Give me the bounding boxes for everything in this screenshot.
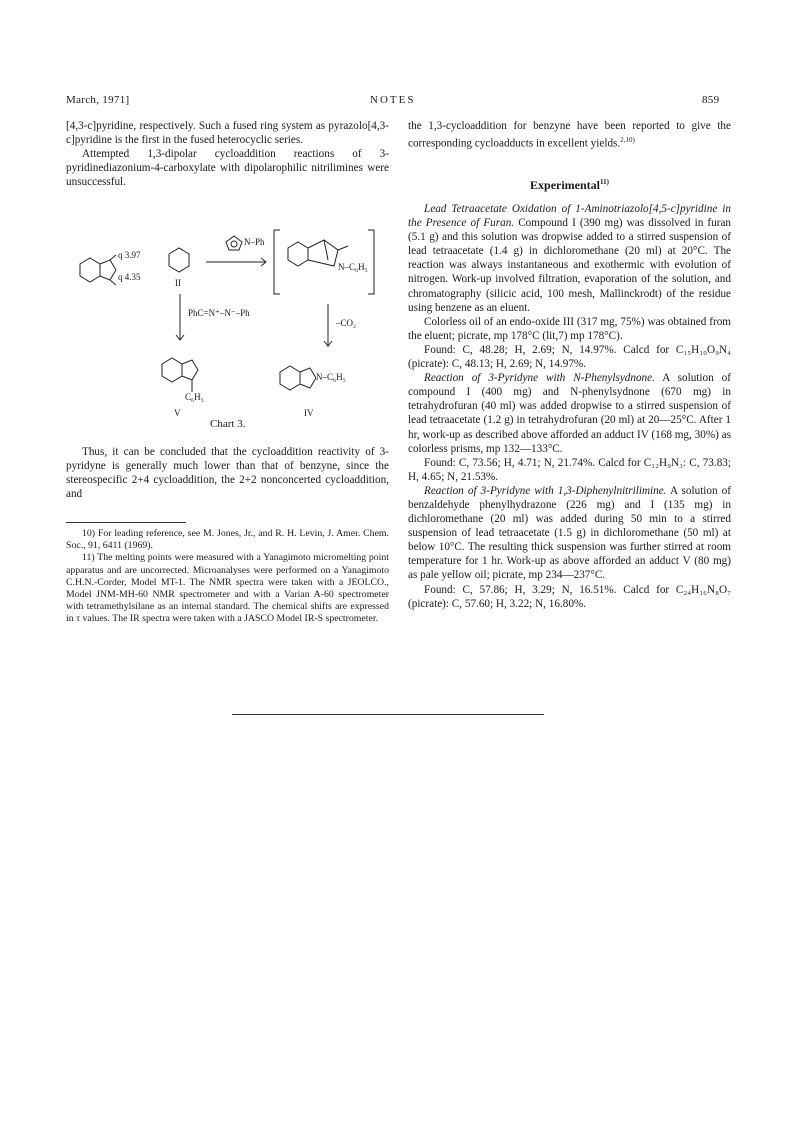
experimental-1 — [408, 202, 731, 315]
experimental-6-heading: Reaction of 3-Pyridyne with 1,3-Diphenylnitrilimine. — [424, 484, 667, 497]
chart-IV-substituent: N–C₆H₅ — [316, 372, 346, 382]
footnote-11: 11) The melting points were measured with a Yanagimoto micromelting point apparatus and are uncorrected. Microanalyses were performed on a Yanagimoto C.H.N.-Corder, Model MT-1. The NMR spectra were taken with a JEOLCO., Model JNM-MH-60 NMR spectrometer and with a Varian A-60 spectrometer with tetramethylsilane as an internal standard. The chemical shifts are expressed in τ values. The IR spectra were taken with a JASCO Model IR-S spectrometer. — [66, 552, 389, 625]
right-paragraph-1-ref: 2,10) — [620, 136, 635, 145]
chart-caption: Chart 3. — [210, 418, 246, 430]
right-paragraph-1 — [408, 119, 731, 151]
compound-V-pyridine-ring — [162, 358, 182, 382]
footnotes — [66, 528, 389, 626]
page-number: 859 — [702, 94, 720, 106]
chart-3-figure — [66, 222, 389, 444]
chart-label-IV: IV — [304, 408, 314, 418]
footnote-10: 10) For leading reference, see M. Jones, Jr., and R. H. Levin, J. Amer. Chem. Soc., 91, 6411 (1969). — [66, 528, 389, 552]
right-bracket — [368, 230, 374, 294]
left-paragraph-3: Thus, it can be concluded that the cycloaddition reactivity of 3-pyridyne is generally much lower than that of benzyne, since the stereospecific 2+4 cycloaddition, the 2+2 nonconcerted cycloaddition, and — [66, 446, 389, 501]
right-paragraph-1-text: the 1,3-cycloaddition for benzyne have been reported to give the corresponding cycloadducts in excellent yields. — [408, 120, 731, 150]
sydnone-center — [231, 241, 237, 247]
experimental-6-text: A solution of benzaldehyde phenylhydrazone (226 mg) and I (135 mg) in dichloromethane (20 ml) was added during 50 min to a stirred suspension of lead tetraacetate (1.5 g) in dichloromethane (50 ml) at below 10°C. The resulting thick suspension was further stirred at room temperature for 1 hr. Work-up as above afforded an adduct V (80 mg) as pale yellow oil; picrate, mp 234—237°C. — [408, 484, 731, 582]
running-header-date: March, 1971] — [66, 94, 130, 106]
left-paragraph-1: [4,3-c]pyridine, respectively. Such a fused ring system as pyrazolo[4,3-c]pyridine is the first in the fused heterocyclic series. — [66, 120, 389, 147]
experimental-3: Found: C, 48.28; H, 2.69; N, 14.97%. Calcd for C₁₅H₁₀O₉N₄ (picrate): C, 48.13; H, 2.69; N, 14.97%. — [408, 343, 731, 371]
reaction-scheme — [66, 222, 389, 444]
right-column — [408, 119, 731, 611]
compound-IV-pyridine-ring — [280, 366, 300, 390]
chart-q1-label: q 3.97 — [118, 250, 141, 260]
chart-reagent-right: –CO₂ — [336, 318, 357, 328]
footnote-rule — [66, 522, 186, 523]
chart-reagent-left: PhC=N⁺–N⁻–Ph — [188, 308, 250, 318]
experimental-2: Colorless oil of an endo-oxide III (317 mg, 75%) was obtained from the eluent; picrate, mp 178°C (lit,7) mp 178°C). — [408, 315, 731, 342]
experimental-4 — [408, 371, 731, 456]
end-rule — [232, 714, 544, 715]
chart-label-II: II — [175, 278, 181, 288]
experimental-4-text: A solution of compound I (400 mg) and N-phenylsydnone (670 mg) in tetrahydrofuran (40 ml) was added dropwise to a stirred suspension of lead tetraacetate (1.2 g) in tetrahydrofuran (20 ml) at 20—25°C. After 1 hr, work-up as described above afforded an adduct IV (168 mg, 30%) as colorless prisms, mp 132—133°C. — [408, 372, 731, 455]
left-paragraph-2: Attempted 1,3-dipolar cycloaddition reactions of 3-pyridinediazonium-4-carboxylate with dipolarophilic nitrilimines were unsuccessful. — [66, 148, 389, 189]
running-header-section: NOTES — [370, 94, 416, 106]
compound-V-pyrazole-ring — [182, 360, 198, 380]
experimental-1-heading: Lead Tetraacetate Oxidation of 1-Aminotriazolo[4,5-c]pyridine in the Presence of Furan. — [408, 203, 731, 230]
chart-reagent-top: N–Ph — [244, 237, 265, 247]
sydnone-ring — [226, 236, 242, 250]
chart-intermediate-substituent: N–C₆H₅ — [338, 262, 368, 272]
chart-label-V: V — [174, 408, 181, 418]
experimental-5: Found: C, 73.56; H, 4.71; N, 21.74%. Calcd for C₁₂H₉N₃: C, 73.83; H, 4.65; N, 21.53%. — [408, 456, 731, 483]
experimental-4-heading: Reaction of 3-Pyridyne with N-Phenylsydnone. — [424, 372, 655, 385]
compound-I-triazole-ring — [100, 260, 116, 280]
experimental-ref: 11) — [600, 177, 609, 186]
left-bracket — [274, 230, 280, 294]
intermediate-pyridine-ring — [288, 242, 308, 266]
compound-II-ring — [169, 248, 189, 272]
chart-V-substituent: C₆H₅ — [185, 392, 204, 402]
compound-IV-pyrazole-ring — [300, 368, 316, 388]
experimental-heading — [408, 175, 731, 192]
intermediate-bridge — [308, 240, 338, 266]
chart-q2-label: q 4.35 — [118, 272, 141, 282]
experimental-title: Experimental — [530, 177, 601, 192]
experimental-7: Found: C, 57.86; H, 3.29; N, 16.51%. Calcd for C₂₄H₁₆N₈O₇ (picrate): C, 57.60; H, 3.22; N, 16.80%. — [408, 583, 731, 610]
experimental-6 — [408, 484, 731, 583]
left-column-lower — [66, 445, 389, 501]
experimental-1-text: Compound I (390 mg) was dissolved in furan (5.1 g) and this solution was dropwise added to a stirred suspension of lead tetraacetate (1.4 g) in dichloromethane (20 ml) at 20°C. The reaction was always instantaneous and exothermic with evolution of nitrogen. Work-up involved filtration, evaporation of the solution, and chromatography (silicic acid, 100 mesh, Mallinckrodt) of the residue using benzene as an eluent. — [408, 217, 732, 314]
compound-I-pyridine-ring — [80, 258, 100, 282]
left-column — [66, 119, 389, 189]
